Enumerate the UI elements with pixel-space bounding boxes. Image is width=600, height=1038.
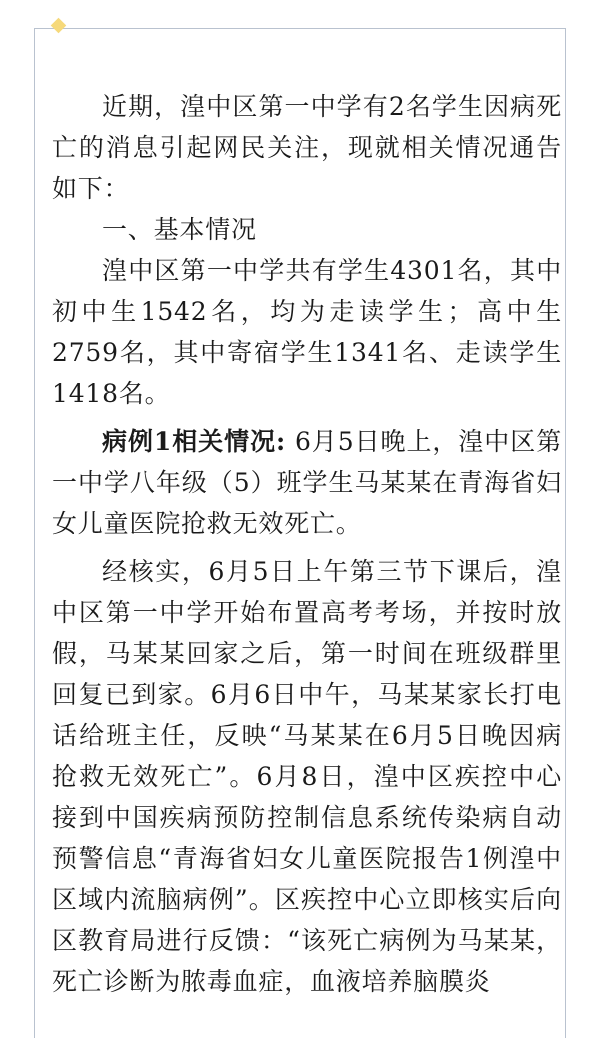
case1-text: 6月5日晚上，湟中区第一中学八年级（5）班学生马某某在青海省妇女儿童医院抢救无效死亡。 xyxy=(52,427,563,538)
section-heading-basic-situation: 一、基本情况 xyxy=(102,215,257,244)
intro-paragraph: 近期，湟中区第一中学有2名学生因病死亡的消息引起网民关注，现就相关情况通告如下： xyxy=(52,92,562,203)
article-body xyxy=(52,86,562,1002)
case1-label: 病例1相关情况: xyxy=(102,427,287,456)
case1-paragraph xyxy=(52,421,562,544)
verification-paragraph: 经核实，6月5日上午第三节下课后，湟中区第一中学开始布置高考考场，并按时放假，马某某回家之后，第一时间在班级群里回复已到家。6月6日中午，马某某家长打电话给班主任，反映“马某某在6月5日晚因病抢救无效死亡”。6月8日，湟中区疾控中心接到中国疾病预防控制信息系统传染病自动预警信息“青海省妇女儿童医院报告1例湟中区域内流脑病例”。区疾控中心立即核实后向区教育局进行反馈：“该死亡病例为马某某，死亡诊断为脓毒血症，血液培养脑膜炎 xyxy=(52,557,562,996)
student-count-paragraph: 湟中区第一中学共有学生4301名，其中初中生1542名，均为走读学生；高中生2759名，其中寄宿学生1341名、走读学生1418名。 xyxy=(52,256,562,408)
